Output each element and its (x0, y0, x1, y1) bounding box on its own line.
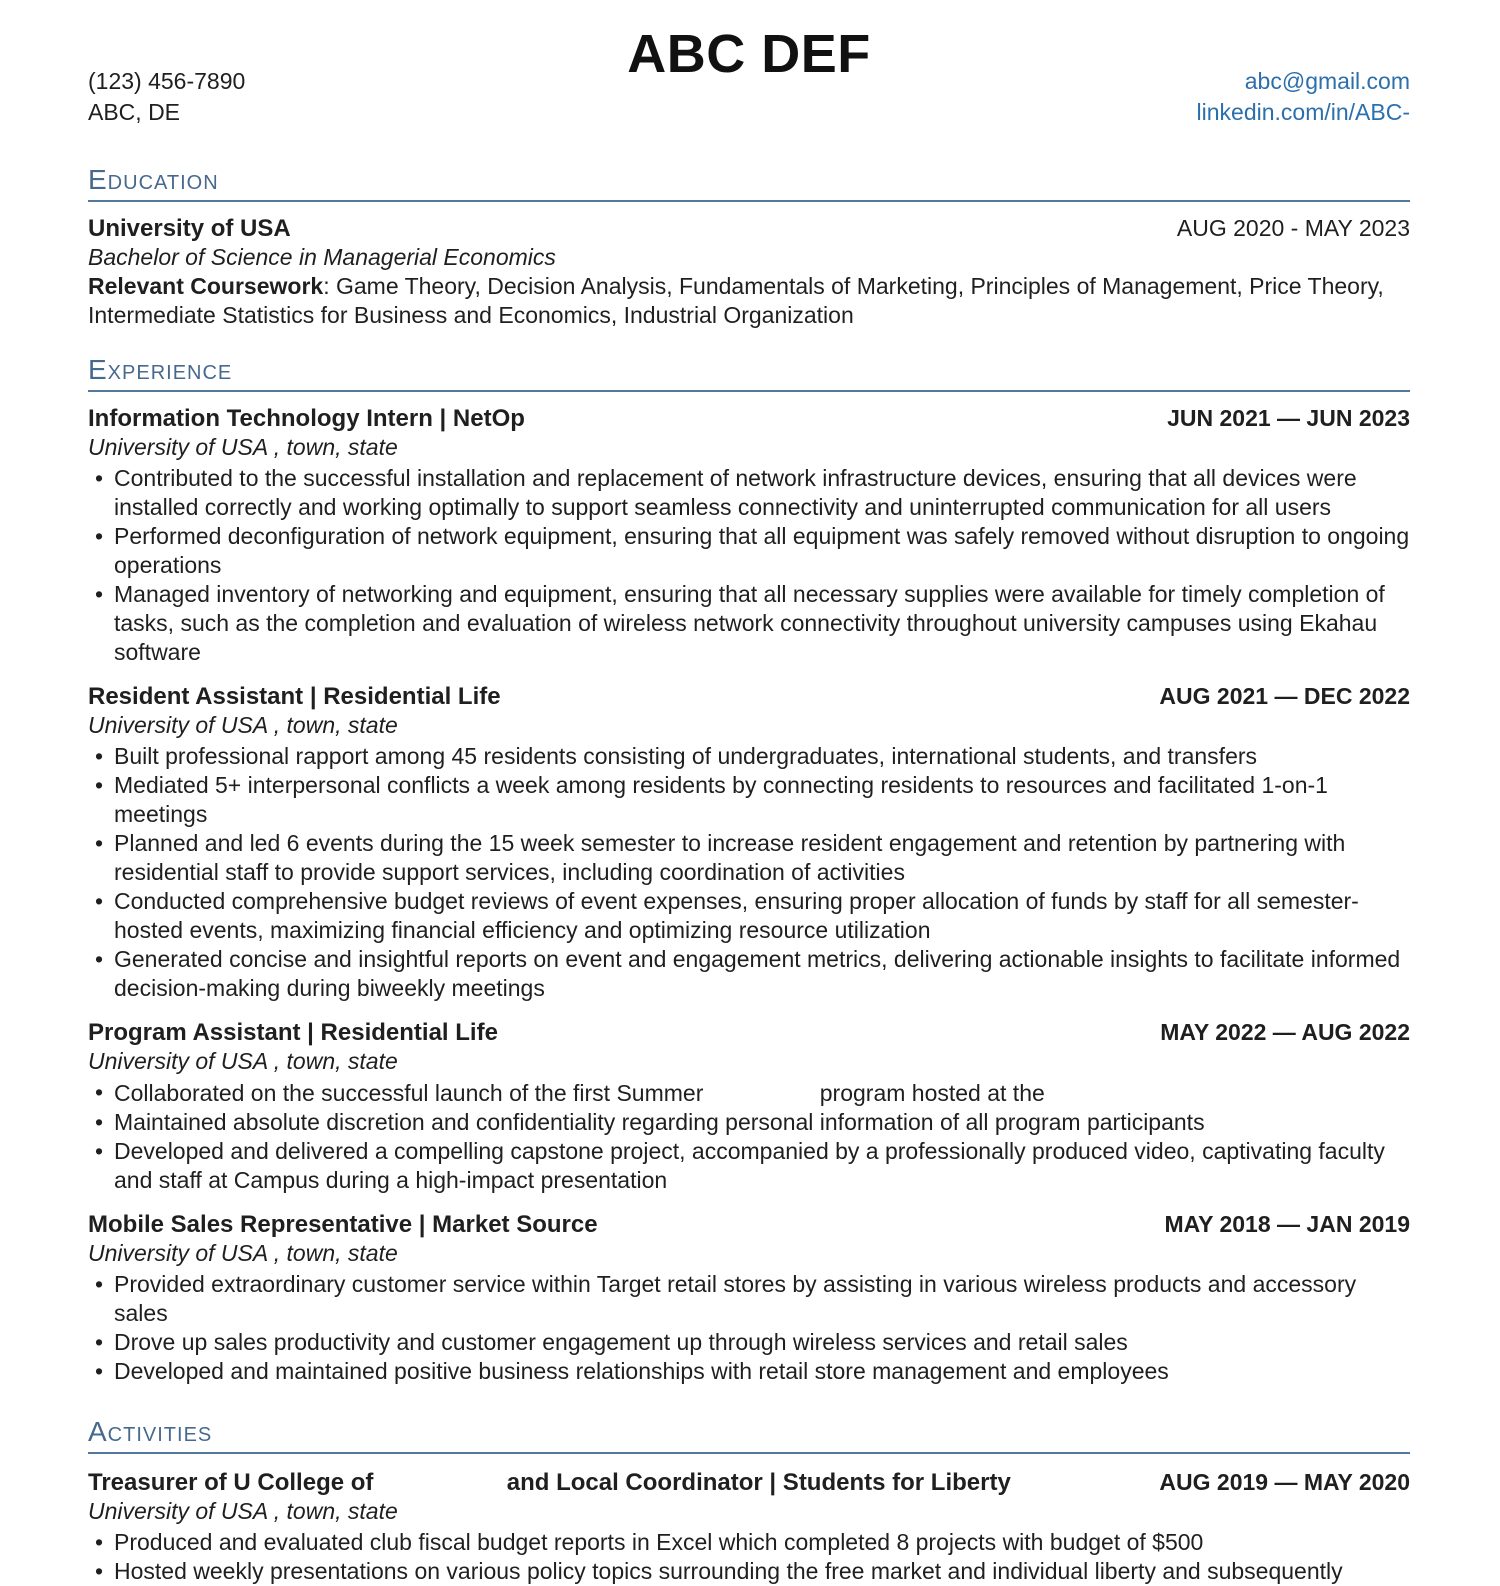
school-name: University of USA (88, 215, 291, 242)
redacted-text (380, 1466, 500, 1490)
job-subtitle: University of USA , town, state (88, 1498, 398, 1524)
bullet-list (88, 1528, 1410, 1586)
job-entry (88, 404, 1410, 667)
candidate-name: ABC DEF (627, 24, 871, 84)
bullet-item: • Produced and evaluated club fiscal budget reports in Excel which completed 8 projects with budget of $500 (88, 1528, 1410, 1557)
bullet-list (88, 742, 1410, 1003)
bullet-item: • Developed and delivered a compelling capstone project, accompanied by a professionally produced video, captivating faculty and staff at Campus during a high-impact presentation (88, 1137, 1410, 1195)
section-activities (88, 1416, 1410, 1586)
bullet-list (88, 1270, 1410, 1386)
job-entry-header (88, 682, 1410, 711)
bullet-item: • Maintained absolute discretion and confidentiality regarding personal information of all program participants (88, 1108, 1410, 1137)
job-entry (88, 1210, 1410, 1386)
bullet-item: • Mediated 5+ interpersonal conflicts a week among residents by connecting residents to resources and facilitated 1-on-1 meetings (88, 771, 1410, 829)
bullet-item: • Developed and maintained positive business relationships with retail store management and employees (88, 1357, 1410, 1386)
bullet-item: • Hosted weekly presentations on various policy topics surrounding the free market and individual liberty and subsequently (88, 1557, 1410, 1586)
linkedin-link[interactable]: linkedin.com/in/ABC- (1196, 99, 1410, 125)
job-entry-header (88, 404, 1410, 433)
section-experience (88, 354, 1410, 1386)
job-subtitle: University of USA , town, state (88, 434, 398, 460)
job-title: Resident Assistant | Residential Life (88, 683, 501, 710)
job-entry-header (88, 1018, 1410, 1047)
job-subtitle: University of USA , town, state (88, 712, 398, 738)
job-entry (88, 682, 1410, 1003)
job-dates: MAY 2018 — JAN 2019 (1164, 1211, 1410, 1237)
degree-name: Bachelor of Science in Managerial Economics (88, 244, 556, 270)
experience-heading: Experience (88, 354, 1410, 392)
education-heading: Education (88, 164, 1410, 202)
job-entry-header (88, 1466, 1410, 1497)
resume-header (88, 24, 1410, 140)
contact-right (1197, 66, 1410, 128)
job-title: Mobile Sales Representative | Market Source (88, 1211, 598, 1238)
job-entry-header (88, 1210, 1410, 1239)
bullet-item: • Conducted comprehensive budget reviews of event expenses, ensuring proper allocation of funds by staff for all semester-hosted events, maximizing financial efficiency and optimizing resource utilization (88, 887, 1410, 945)
education-dates: AUG 2020 - MAY 2023 (1176, 215, 1410, 241)
job-dates: AUG 2021 — DEC 2022 (1159, 683, 1410, 709)
bullet-item: • Generated concise and insightful reports on event and engagement metrics, delivering actionable insights to facilitate informed decision-making during biweekly meetings (88, 945, 1410, 1003)
job-subtitle: University of USA , town, state (88, 1048, 398, 1074)
job-title: Treasurer of U College of and Local Coordinator | Students for Liberty (88, 1466, 1011, 1497)
email-link[interactable]: abc@gmail.com (1244, 68, 1410, 94)
education-entry-header (88, 214, 1410, 243)
redacted-text (703, 1078, 813, 1101)
job-dates: MAY 2022 — AUG 2022 (1160, 1019, 1410, 1045)
section-education (88, 164, 1410, 330)
bullet-item: • Performed deconfiguration of network equipment, ensuring that all equipment was safely removed without disruption to ongoing operations (88, 522, 1410, 580)
bullet-item: • Drove up sales productivity and customer engagement up through wireless services and retail sales (88, 1328, 1410, 1357)
bullet-item: • Managed inventory of networking and equipment, ensuring that all necessary supplies were available for timely completion of tasks, such as the completion and evaluation of wireless network connectivity throughout university campuses using Ekahau software (88, 580, 1410, 667)
job-entry (88, 1018, 1410, 1195)
redacted-text (1051, 1078, 1351, 1101)
coursework-paragraph (88, 272, 1410, 330)
coursework-label: Relevant Coursework (88, 273, 324, 299)
experience-job-list (88, 404, 1410, 1386)
job-title: Program Assistant | Residential Life (88, 1019, 498, 1046)
job-subtitle: University of USA , town, state (88, 1240, 398, 1266)
bullet-item: • Built professional rapport among 45 residents consisting of undergraduates, international students, and transfers (88, 742, 1410, 771)
activities-heading: Activities (88, 1416, 1410, 1454)
bullet-list (88, 464, 1410, 667)
contact-left (88, 66, 245, 128)
coursework-list: : Game Theory, Decision Analysis, Fundamentals of Marketing, Principles of Management, Price Theory, Intermediate Statistics for Business and Economics, Industrial Organization (88, 273, 1384, 328)
job-dates: AUG 2019 — MAY 2020 (1159, 1469, 1410, 1495)
bullet-item: • Provided extraordinary customer service within Target retail stores by assisting in various wireless products and accessory sales (88, 1270, 1410, 1328)
activities-job-list (88, 1466, 1410, 1586)
bullet-list (88, 1078, 1410, 1195)
bullet-item: • Planned and led 6 events during the 15 week semester to increase resident engagement and retention by partnering with residential staff to provide support services, including coordination of activities (88, 829, 1410, 887)
location-text: ABC, DE (88, 99, 181, 125)
phone-number: (123) 456-7890 (88, 68, 246, 94)
job-dates: JUN 2021 — JUN 2023 (1167, 405, 1410, 431)
job-entry (88, 1466, 1410, 1586)
bullet-item: • Contributed to the successful installation and replacement of network infrastructure devices, ensuring that all devices were installed correctly and working optimally to support seamless connectivity and uninterrupted communication for all users (88, 464, 1410, 522)
bullet-item: • Collaborated on the successful launch of the first Summer program hosted at the (88, 1078, 1410, 1108)
job-title: Information Technology Intern | NetOp (88, 405, 525, 432)
